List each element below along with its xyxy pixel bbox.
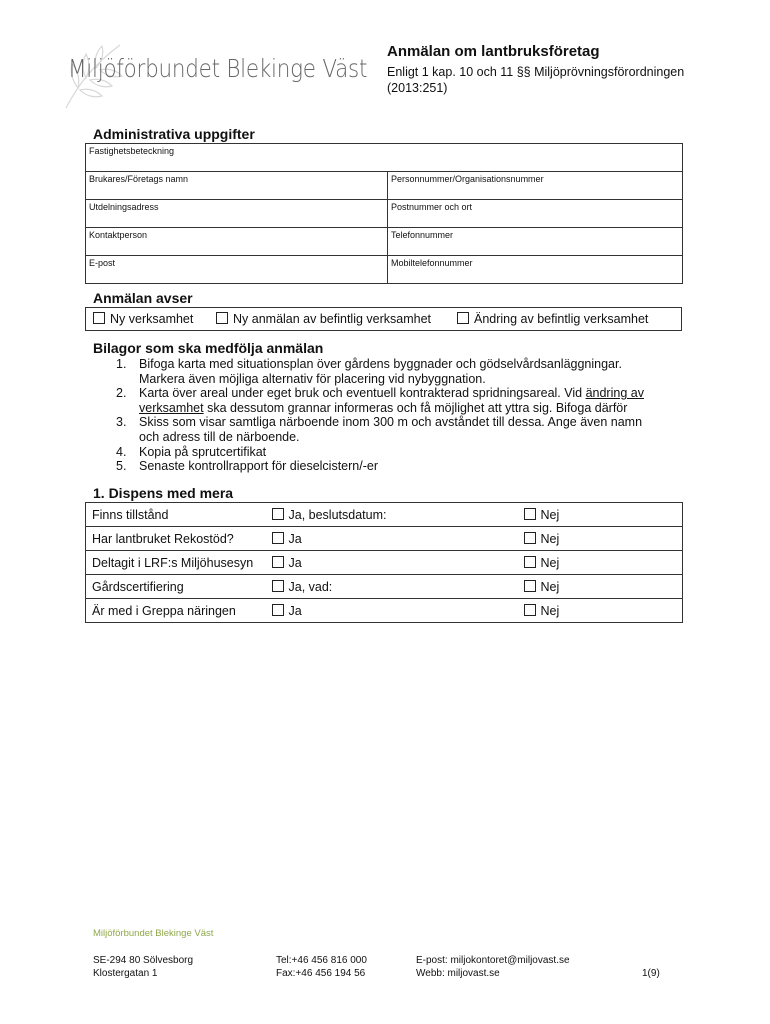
list-text: Senaste kontrollrapport för dieselcistern/-er: [139, 459, 379, 474]
list-number: 2.: [116, 386, 127, 401]
yes-option[interactable]: [268, 527, 516, 551]
list-number: 5.: [116, 459, 127, 474]
checkbox[interactable]: [216, 312, 228, 324]
yes-option[interactable]: [268, 599, 516, 623]
option-label: Nej: [540, 507, 560, 522]
footer-line: E-post: miljokontoret@miljovast.se: [416, 955, 570, 966]
logo: [58, 40, 368, 110]
avser-section-title: Anmälan avser: [93, 290, 193, 306]
yes-option[interactable]: [268, 551, 516, 575]
field-label: Kontaktperson: [89, 230, 148, 240]
option-ny-anmalan[interactable]: [216, 312, 431, 326]
row-label: Har lantbruket Rekostöd?: [86, 527, 268, 551]
footer-line: Klostergatan 1: [93, 968, 158, 979]
checkbox[interactable]: [524, 532, 536, 544]
document-title: Anmälan om lantbruksföretag: [387, 43, 600, 60]
option-label: Ny anmälan av befintlig verksamhet: [233, 312, 432, 326]
dispens-section-title: 1. Dispens med mera: [93, 485, 234, 501]
list-item: [112, 459, 672, 474]
table-row: [86, 599, 683, 623]
footer-line: Fax:+46 456 194 56: [276, 968, 366, 979]
field-label: Personnummer/Organisationsnummer: [391, 174, 544, 184]
list-text: Skiss som visar samtliga närboende inom 300 m och avståndet till dessa. Ange även namn: [139, 415, 643, 430]
option-label: Ja, vad:: [288, 579, 333, 594]
option-label: Ja: [288, 531, 302, 546]
list-item: [112, 445, 672, 460]
table-row: [86, 551, 683, 575]
list-item: [112, 357, 672, 386]
field-label: Telefonnummer: [391, 230, 454, 240]
checkbox[interactable]: [272, 604, 284, 616]
document-header: [387, 43, 717, 96]
footer-contact: [416, 954, 570, 980]
no-option[interactable]: [516, 575, 683, 599]
brukare-field[interactable]: [86, 172, 388, 200]
row-label: Gårdscertifiering: [86, 575, 268, 599]
utdelningsadress-field[interactable]: [86, 200, 388, 228]
list-item: [112, 415, 672, 444]
logo-text: Miljöförbundet Blekinge Väst: [68, 54, 368, 83]
option-label: Ja: [288, 555, 302, 570]
table-row: [86, 503, 683, 527]
footer-line: Tel:+46 456 816 000: [276, 955, 367, 966]
option-label: Nej: [540, 603, 560, 618]
checkbox[interactable]: [272, 532, 284, 544]
checkbox[interactable]: [272, 580, 284, 592]
no-option[interactable]: [516, 551, 683, 575]
list-number: 1.: [116, 357, 127, 371]
list-text: Karta över areal under eget bruk och eventuell kontrakterad spridningsareal. Vid: [139, 386, 586, 401]
table-row: [86, 527, 683, 551]
footer-address: [93, 954, 193, 980]
telefonnummer-field[interactable]: [388, 228, 683, 256]
table-row: [86, 144, 683, 172]
epost-field[interactable]: [86, 256, 388, 284]
footer-line: Webb: miljovast.se: [416, 968, 500, 979]
list-item: [112, 386, 672, 415]
postnummer-field[interactable]: [388, 200, 683, 228]
table-row: [86, 200, 683, 228]
avser-options: [85, 307, 682, 331]
bilagor-list: [112, 357, 672, 474]
admin-table: [85, 143, 683, 284]
fastighet-field[interactable]: [86, 144, 683, 172]
option-andring[interactable]: [457, 312, 648, 326]
table-row: [86, 172, 683, 200]
checkbox[interactable]: [272, 508, 284, 520]
footer-line: SE-294 80 Sölvesborg: [93, 955, 194, 966]
no-option[interactable]: [516, 599, 683, 623]
list-number: 4.: [116, 444, 127, 459]
checkbox[interactable]: [272, 556, 284, 568]
admin-section-title: Administrativa uppgifter: [93, 126, 255, 142]
row-label: Är med i Greppa näringen: [86, 599, 268, 623]
yes-option[interactable]: [268, 575, 516, 599]
list-text: Kopia på sprutcertifikat: [139, 444, 267, 459]
no-option[interactable]: [516, 503, 683, 527]
page-number: 1(9): [642, 968, 660, 979]
field-label: E-post: [89, 258, 116, 268]
checkbox[interactable]: [457, 312, 469, 324]
table-row: [86, 228, 683, 256]
bilagor-section-title: Bilagor som ska medfölja anmälan: [93, 340, 324, 356]
underlined-text: ändring av: [585, 386, 644, 401]
no-option[interactable]: [516, 527, 683, 551]
list-number: 3.: [116, 415, 127, 430]
document-subtitle: Enligt 1 kap. 10 och 11 §§ Miljöprövningsförordningen (2013:251): [387, 65, 685, 95]
row-label: Finns tillstånd: [86, 503, 268, 527]
option-label: Nej: [540, 531, 560, 546]
option-label: Ny verksamhet: [110, 312, 194, 326]
option-label: Ändring av befintlig verksamhet: [474, 312, 649, 326]
checkbox[interactable]: [524, 604, 536, 616]
underlined-text: verksamhet: [139, 400, 204, 415]
field-label: Postnummer och ort: [391, 202, 473, 212]
list-text: Markera även möjliga alternativ för placering vid nybyggnation.: [139, 371, 486, 386]
footer-org-name: Miljöförbundet Blekinge Väst: [93, 928, 214, 939]
personnummer-field[interactable]: [388, 172, 683, 200]
mobiltelefon-field[interactable]: [388, 256, 683, 284]
table-row: [86, 575, 683, 599]
list-text: Bifoga karta med situationsplan över gårdens byggnader och gödselvårdsanläggningar.: [139, 357, 622, 371]
field-label: Brukares/Företags namn: [89, 174, 189, 184]
field-label: Fastighetsbeteckning: [89, 146, 175, 156]
checkbox[interactable]: [524, 556, 536, 568]
list-text: ska dessutom grannar informeras och få möjlighet att yttra sig. Bifoga därför: [203, 400, 628, 415]
row-label: Deltagit i LRF:s Miljöhusesyn: [86, 551, 268, 575]
option-label: Nej: [540, 579, 560, 594]
option-label: Ja, beslutsdatum:: [288, 507, 387, 522]
checkbox[interactable]: [93, 312, 105, 324]
field-label: Utdelningsadress: [89, 202, 159, 212]
option-label: Ja: [288, 603, 302, 618]
option-ny-verksamhet[interactable]: [93, 312, 193, 326]
option-label: Nej: [540, 555, 560, 570]
table-row: [86, 256, 683, 284]
footer-phone: [276, 954, 367, 980]
checkbox[interactable]: [524, 508, 536, 520]
kontaktperson-field[interactable]: [86, 228, 388, 256]
checkbox[interactable]: [524, 580, 536, 592]
yes-option[interactable]: [268, 503, 516, 527]
list-text: och adress till de närboende.: [139, 429, 300, 444]
dispens-table: [85, 502, 683, 623]
field-label: Mobiltelefonnummer: [391, 258, 473, 268]
